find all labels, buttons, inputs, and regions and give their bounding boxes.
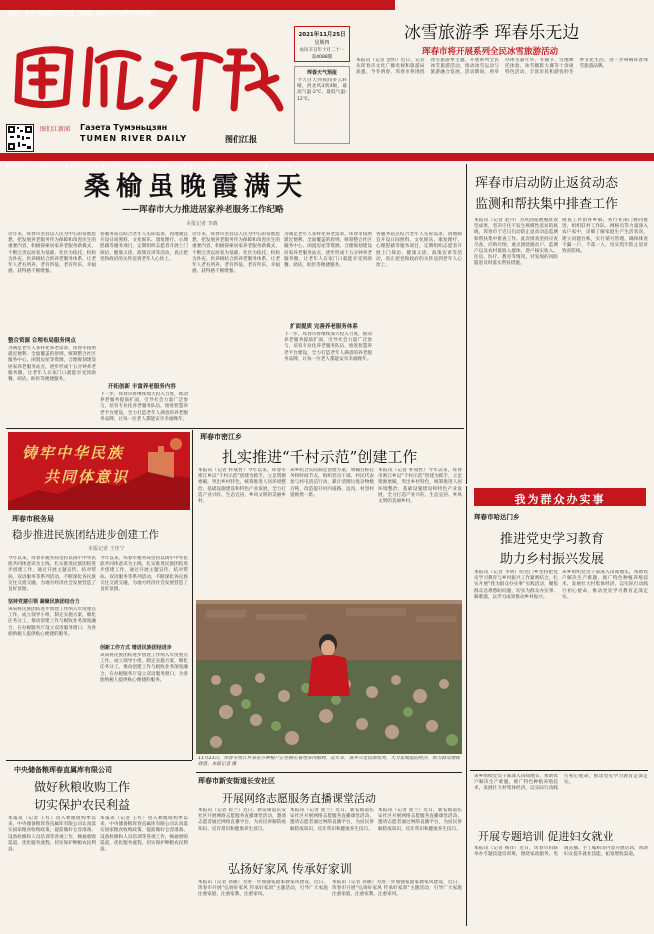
lead-body-1: 近年来，珲春市坚持以人民为中心的发展思想，把发展养老服务作为保障和改善民生的重要内容，积极探索居家养老服务新模式，不断完善以居家为基础、社区为依托、机构为补充、医养相结合的养老服务体系，让老年人老有所养、老有所依、老有所乐，幸福感、获得感不断增强。 — [8, 232, 96, 275]
masthead-logo-icon — [8, 38, 288, 118]
top-right-headline: 冰雪旅游季 珲春乐无边 — [404, 23, 580, 43]
grain-body-2: 本报讯（记者 王红）进入秋粮收购季以来，中央储备粮珲春直属库有限公司认真落实国家粮食收购政策，提前做好仓容准备、设备检修和人员培训等各项工作，畅通收购渠道，优化服务流程，切实保护种粮农民利益。 — [100, 816, 188, 853]
contact-line: ● 国内统一刊号 CN22-0012 ● 邮发代号 11-8 ● 电子邮箱 tumenjiangbao@163.com ● 图们江报新闻网 www.tmjwnews.net ● 本报共 4 版 — [6, 165, 293, 170]
weather-box — [294, 66, 350, 144]
community-kicker: 珲春市新安街道长安社区 — [198, 777, 275, 785]
village-body-2: 该乡结合实际制定创建方案，明确目标任务和时间节点，组织党员干部、村民代表参与村屯清洁行动，累计清理垃圾杂物数百吨，改造提升村内道路、边沟，村容村貌焕然一新。 — [290, 468, 374, 498]
women-body: 本报讯（记者 杨洋）近日，珲春市妇联举办专题技能培训班，围绕家政服务、电商直播、手工编织等内容开展培训，帮助妇女提升就业技能，拓宽增收渠道。 — [474, 846, 648, 858]
village-body-1: 本报讯（记者 朴成哲）今年以来，珲春市密江乡以“千村示范”创建为抓手，立足资源禀赋，突出乡村特色，统筹推进人居环境整治、基础设施建设和特色产业发展，全力打造产业兴旺、生态宜居、乡风文明的美丽乡村。 — [198, 468, 286, 505]
masthead-sub-cn: 图们江新闻 — [40, 126, 71, 133]
lead-body-4: 下一步，珲春市将继续加大投入力度，推动养老服务提质扩面，引导社会力量广泛参与，培育专业化养老服务队伍，推进智慧养老平台建设，全力打造老年人满意的养老服务品牌，让每一位老人都能安享幸福晚年。 — [100, 392, 188, 422]
top-right-subhead: 珲春市将开展系列全民冰雪旅游活动 — [422, 47, 559, 57]
masthead-title-cn — [40, 124, 70, 133]
top-slogan: 每天，来自中国图们江区域（珲春）国际合作示范区的问候！ — [8, 11, 157, 17]
column-rule-lead — [466, 164, 467, 484]
lead-body-2: 为满足老年人多样化养老需求，珲春市按照就近便利、全面覆盖的原则，统筹整合社区服务中心、闲置房屋等资源，合理规划建设居家养老服务站点，逐步形成十五分钟养老服务圈，让老年人在家门口就能享受到助餐、助洁、助医等便捷服务。 — [8, 346, 96, 383]
masthead-name-cn: 图们江报 — [225, 135, 257, 144]
tax-body-1: 今年以来，珲春市税务局坚持以铸牢中华民族共同体意识为主线，扎实推进民族团结进步创建工作，通过开展主题宣传、结对帮扶、双语服务等系列活动，不断深化各民族交往交流交融，为地方经济社会发展营造了良好氛围。 — [8, 556, 96, 593]
grain-headline-1: 做好秋粮收购工作 — [34, 780, 131, 794]
tax-body-2: 该局将民族团结进步创建工作纳入年度重点工作，成立领导小组，制定实施方案，细化任务分工，推动创建工作与税收业务深度融合，在办税服务厅设立双语服务窗口，为各族纳税人提供贴心便捷的服务。 — [8, 607, 96, 637]
lead-headline: 桑榆虽晚霞满天 — [84, 172, 309, 202]
for-people-banner — [474, 488, 646, 506]
lead-body-8: 各服务站点结合老年人实际需求，因地制宜开设日间照料、文化娱乐、康复理疗、心理慰藉等服务项目，定期组织志愿者开展上门探访、健康义诊、政策宣讲等活动，真正把党和政府的关怀送到老年人心坎上。 — [376, 232, 462, 269]
banner-line2: 共同体意识 — [44, 468, 130, 486]
column-rule-mid — [466, 486, 467, 926]
date-line: 2021年11月25日 — [298, 32, 346, 38]
issue-number: 第4088期 — [311, 55, 333, 60]
masthead-en-line: TUMEN RIVER DAILY — [80, 134, 188, 143]
lead-subhead-c: 扩面提质 完善养老服务体系 — [290, 324, 358, 330]
tax-subhead-b: 创新工作方式 增进民族团结进步 — [100, 645, 172, 651]
horizontal-rule-1 — [6, 428, 464, 429]
community-body-3: 本报讯（记者 崔兰）近日，新安街道长安社区开展网络志愿服务直播课堂活动，邀请志愿者通过网络直播平台，为居民讲解防疫知识、反诈常识和健康养生技巧。 — [378, 808, 462, 832]
family-body-2: 本报讯（记者 孙丽）为进一步加强家庭家教家风建设，近日，珲春市开展“弘扬好家风 传承好家训”主题活动，引导广大家庭注重家庭、注重家教、注重家风。 — [332, 880, 462, 898]
tax-body-4: 该局将民族团结进步创建工作纳入年度重点工作，成立领导小组，制定实施方案，细化任务分工，推动创建工作与税收业务深度融合，在办税服务厅设立双语服务窗口，为各族纳税人提供贴心便捷的服务。 — [100, 653, 188, 683]
for-people-headline-2: 助力乡村振兴发展 — [500, 552, 605, 567]
horizontal-rule-4 — [470, 770, 648, 771]
women-pre-body: 该乡组织党员干部深入田间地头，帮助农户解决生产难题，推广特色种植养殖技术，发展壮大村集体经济，以实际行动践行初心使命，推动党史学习教育走深走实。 — [474, 774, 648, 792]
lead-body-7: 下一步，珲春市将继续加大投入力度，推动养老服务提质扩面，引导社会力量广泛参与，培育专业化养老服务队伍，推进智慧养老平台建设，全力打造老年人满意的养老服务品牌，让每一位老人都能安享幸福晚年。 — [284, 332, 372, 362]
lead-subhead-b: 开拓创新 丰富养老服务内容 — [108, 384, 176, 390]
masthead-ru-line: Газета Тумэньцзян — [80, 123, 168, 132]
horizontal-rule-3 — [196, 772, 462, 773]
family-headline: 弘扬好家风 传承好家训 — [228, 862, 352, 876]
tax-subhead-a: 坚持党建引领 凝聚民族团结合力 — [8, 599, 80, 605]
community-body-2: 本报讯（记者 崔兰）近日，新安街道长安社区开展网络志愿服务直播课堂活动，邀请志愿者通过网络直播平台，为居民讲解防疫知识、反诈常识和健康养生技巧。 — [290, 808, 374, 832]
contact-bar — [0, 153, 654, 170]
for-people-body-2: 该乡组织党员干部深入田间地头，帮助农户解决生产难题，推广特色种植养殖技术，发展壮大村集体经济，以实际行动践行初心使命，推动党史学习教育走深走实。 — [562, 570, 648, 600]
lunar-date: 农历辛丑年十月二十一 — [299, 48, 345, 53]
for-people-kicker: 珲春市哈达门乡 — [474, 513, 520, 521]
right-story1-headline-1: 珲春市启动防止返贫动态 — [475, 176, 619, 191]
village-headline: 扎实推进“千村示范”创建工作 — [222, 448, 418, 466]
weekday: 星期四 — [314, 40, 330, 46]
lead-subhead: ——珲春市大力推进居家养老服务工作纪略 — [122, 205, 284, 215]
right-story1-body-2: 排查工作由各乡镇、各行业部门协同推进，组织驻村工作队、网格员等力量深入农户家中，详细了解家庭生产生活状况，建立问题台账，实行销号管理，确保排查不漏一户、不落一人，切实筑牢防止返贫致贫防线。 — [562, 218, 648, 255]
grain-body-1: 本报讯（记者 王红）进入秋粮收购季以来，中央储备粮珲春直属库有限公司认真落实国家粮食收购政策，提前做好仓容准备、设备检修和人员培训等各项工作，畅通收购渠道，优化服务流程，切实保护种粮农民利益。 — [8, 816, 96, 853]
lead-body-6: 为满足老年人多样化养老需求，珲春市按照就近便利、全面覆盖的原则，统筹整合社区服务中心、闲置房屋等资源，合理规划建设居家养老服务站点，逐步形成十五分钟养老服务圈，让老年人在家门口就能享受到助餐、助洁、助医等便捷服务。 — [284, 232, 372, 269]
weather-text: 今天白天到夜间多云转晴，西北风3到4级，最高气温-2℃，最低气温-12℃。 — [297, 78, 347, 102]
women-headline: 开展专题培训 促进妇女就业 — [478, 830, 614, 843]
banner-slogan — [8, 432, 190, 510]
right-story1-headline-2: 监测和帮扶集中排查工作 — [475, 197, 619, 212]
for-people-body-1: 本报讯（记者 李明）哈达门乡坚持把党史学习教育与乡村振兴工作紧密结合，扎实开展“我为群众办实事”实践活动，聚焦群众急难愁盼问题，切实为群众办实事、解难题，以学习成果推动乡村振兴。 — [474, 570, 558, 600]
top-right-body: 本报讯（记者 金明）近日，记者从珲春市文化广播电视和旅游局获悉，今冬明春，珲春市将围绕冰雪旅游季主题，开展系列全民冰雪旅游活动，推动冰雪运动与旅游融合发展。活动期间，将举办冰雪嘉年华、冬捕节、雪地摩托体验、冰雪摄影大赛等十余项特色活动，丰富市民和游客的冬季文化生活，进一步叫响珲春冰雪旅游品牌。 — [356, 58, 648, 76]
photo-image — [196, 600, 462, 754]
banner-line1: 铸牢中华民族 — [22, 444, 125, 462]
village-body-3: 本报讯（记者 朴成哲）今年以来，珲春市密江乡以“千村示范”创建为抓手，立足资源禀赋，突出乡村特色，统筹推进人居环境整治、基础设施建设和特色产业发展，全力打造产业兴旺、生态宜居、乡风文明的美丽乡村。 — [378, 468, 462, 505]
weather-title: 珲春天气预报 — [306, 70, 337, 76]
tax-kicker: 珲春市税务局 — [12, 515, 54, 523]
date-box — [294, 26, 350, 62]
tax-body-3: 今年以来，珲春市税务局坚持以铸牢中华民族共同体意识为主线，扎实推进民族团结进步创建工作，通过开展主题宣传、结对帮扶、双语服务等系列活动，不断深化各民族交往交流交融，为地方经济社会发展营造了良好氛围。 — [100, 556, 188, 593]
lead-body-5: 近年来，珲春市坚持以人民为中心的发展思想，把发展养老服务作为保障和改善民生的重要内容，积极探索居家养老服务新模式，不断完善以居家为基础、社区为依托、机构为补充、医养相结合的养老服务体系，让老年人老有所养、老有所依、老有所乐，幸福感、获得感不断增强。 — [192, 232, 280, 275]
grain-headline-2: 切实保护农民利益 — [34, 798, 131, 812]
for-people-headline-1: 推进党史学习教育 — [500, 532, 605, 547]
photo-caption: 11月23日，珲春市密江乡某花卉种植户正在精心管理多肉植物。近年来，该乡立足资源优势，大力发展庭院经济，助力群众增收致富。本报记者 摄 — [198, 756, 460, 768]
village-kicker: 珲春市密江乡 — [200, 433, 242, 441]
for-people-banner-text: 我为群众办实事 — [514, 493, 606, 506]
lead-subhead-a: 整合资源 合理布局服务网点 — [8, 338, 76, 344]
tax-byline: 本报记者 王佳宁 — [88, 546, 125, 552]
top-slogan-bar — [0, 0, 395, 17]
tax-headline: 稳步推进民族团结进步创建工作 — [12, 529, 159, 541]
lead-byline: 本报记者 李森 — [186, 221, 218, 227]
lead-body-3: 各服务站点结合老年人实际需求，因地制宜开设日间照料、文化娱乐、康复理疗、心理慰藉等服务项目，定期组织志愿者开展上门探访、健康义诊、政策宣讲等活动，真正把党和政府的关怀送到老年人心坎上。 — [100, 232, 188, 262]
column-rule-left — [192, 430, 193, 760]
community-body-1: 本报讯（记者 崔兰）近日，新安街道长安社区开展网络志愿服务直播课堂活动，邀请志愿者通过网络直播平台，为居民讲解防疫知识、反诈常识和健康养生技巧。 — [198, 808, 286, 832]
family-body-1: 本报讯（记者 孙丽）为进一步加强家庭家教家风建设，近日，珲春市开展“弘扬好家风 传承好家训”主题活动，引导广大家庭注重家庭、注重家教、注重家风。 — [198, 880, 328, 898]
qr-code-icon — [6, 124, 34, 152]
grain-kicker: 中央储备粮珲春直属库有限公司 — [14, 766, 112, 774]
community-headline: 开展网络志愿服务直播课堂活动 — [222, 792, 376, 805]
right-story1-body-1: 本报讯（记者 赵丹）为巩固拓展脱贫攻坚成果，坚决守住不发生规模性返贫的底线，珲春市于近日启动防止返贫动态监测和帮扶集中排查工作。此次排查坚持应查尽查、应纳尽纳，重点围绕脱贫户、监测户以及农村低收入群体，逐户核实收入、住房、医疗、教育等情况，对发现的风险隐患及时落实帮扶措施。 — [474, 218, 558, 267]
horizontal-rule-2 — [6, 760, 192, 761]
